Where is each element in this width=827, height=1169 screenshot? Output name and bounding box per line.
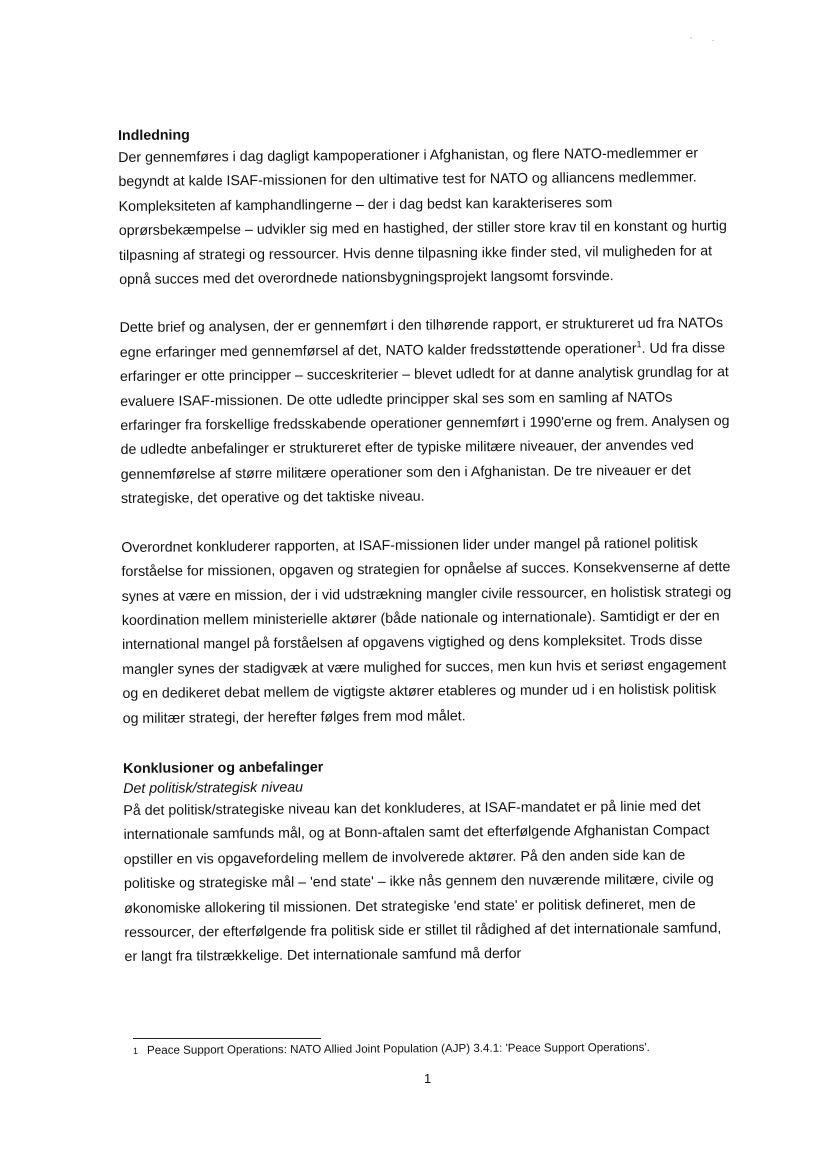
scan-specks: ’ · [690,36,715,45]
footnote-reference: 1 [636,339,642,350]
footnote-marker: 1 [133,1045,139,1056]
intro-paragraph-2-start: Dette brief og analysen, der er gennemført i den tilhørende rapport, er struktureret ud fra NATOs egne erfaringer med gennemførsel af det, NATO kalder fredsstøttende operationer [119,315,724,361]
conclusions-heading: Konklusioner og anbefalinger [122,759,324,777]
intro-paragraph-2 [119,312,731,512]
intro-paragraph-2-end: . Ud fra disse erfaringer er otte principper – succeskriterier – blevet udledt for at danne analytisk grundlag for at evaluere ISAF-missionen. De otte udledte principper skal ses som en samling af NATOs erfaringer fra forskellige fredsskabende operationer gennemført i 1990'erne og frem. Analysen og de udledte anbefalinger er struktureret efter de typiske militære niveauer, der anvendes ved gennemførelse af større militære operationer som den i Afghanistan. De tre niveauer er det strategiske, det operative og det taktiske niveau. [119,340,730,508]
intro-heading: Indledning [118,127,190,144]
conclusions-paragraph-1: På det politisk/strategiske niveau kan det konkluderes, at ISAF-mandatet er på linie med det internationale samfunds mål, og at Bonn-aftalen samt det efterfølgende Afghanistan Compact opstiller en vis opgavefordeling mellem de involverede aktører. På den anden side kan de politiske og strategiske mål – 'end state' – ikke nås gennem den nuværende militære, civile og økonomiske allokering til missionen. Det strategiske 'end state' er politisk defineret, men de ressourcer, der efterfølgende fra politisk side er stillet til rådighed af det internationale samfund, er langt fra tilstrækkelige. Det internationale samfund må derfor [123,798,722,966]
body-text [118,121,735,970]
strategic-level-subheading: Det politisk/strategisk niveau [123,779,304,797]
footnote-divider [133,1038,321,1039]
footnote [133,1040,733,1058]
intro-paragraph-1: Der gennemføres i dag dagligt kampoperationer i Afghanistan, og flere NATO-medlemmer er begyndt at kalde ISAF-missionen for den ultimative test for NATO og alliancens medlemmer. Kompleksiteten af kamphandlingerne – der i dag bedst kan karakteriseres som oprørsbekæmpelse – udvikler sig med en hastighed, der stiller store krav til en konstant og hurtig tilpasning af strategi og ressourcer. Hvis denne tilpasning ikke finder sted, vil muligheden for at opnå succes med det overordnede nationsbygningsprojekt langsomt forsvinde. [118,145,727,289]
page-number: 1 [424,1071,432,1086]
footnote-text: Peace Support Operations: NATO Allied Joint Population (AJP) 3.4.1: 'Peace Support Operations'. [146,1040,650,1057]
intro-paragraph-3: Overordnet konkluderer rapporten, at ISAF-missionen lider under mangel på rationel politisk forståelse for missionen, opgaven og strategien for opnåelse af succes. Konsekvenserne af dette synes at være en mission, der i vid udstrækning mangler civile ressourcer, en holistisk strategi og koordination mellem ministerielle aktører (både nationale og internationale). Samtidigt er der en international mangel på forståelsen af opgavens vigtighed og dens kompleksitet. Trods disse mangler synes der stadigvæk at være mulighed for succes, men kun hvis et seriøst engagement og en dedikeret debat mellem de vigtigste aktører etableres og munder ud i en holistisk politisk og militær strategi, der herefter følges frem mod målet. [121,535,732,727]
